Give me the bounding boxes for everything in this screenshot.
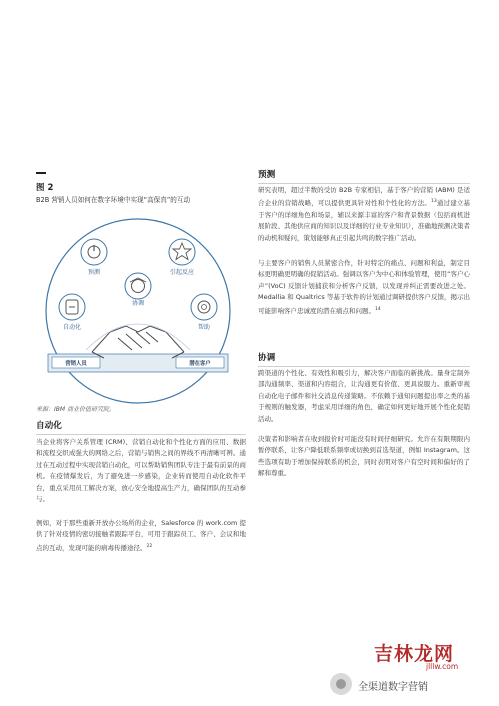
node-engage-label: 引起反应 bbox=[169, 269, 195, 276]
prediction-p1-cont: 通过建立基于客户的详细角色和场景，辅以来源丰富的客户和背景数据（包括商机进展阶段、其他供应商的知识以及详细的行业专业知识），准确地预测决策者的动机和疑问，策划能够真正引起共鸣的数字推广活动。 bbox=[258, 199, 471, 242]
heading-prediction: 预测 bbox=[258, 168, 470, 184]
interaction-diagram bbox=[26, 214, 250, 414]
prediction-paragraph-2 bbox=[258, 258, 470, 317]
node-coordinate bbox=[125, 273, 151, 307]
node-engage bbox=[169, 239, 195, 276]
node-automate bbox=[59, 294, 85, 331]
node-help bbox=[191, 294, 217, 331]
heading-coordination: 协调 bbox=[258, 351, 470, 367]
node-help-label: 帮助 bbox=[197, 324, 211, 331]
footnote-ref: 14 bbox=[375, 306, 381, 312]
handshake-icon bbox=[92, 326, 184, 358]
band-left bbox=[52, 357, 100, 368]
heading-automation: 自动化 bbox=[36, 419, 246, 435]
footnote-ref: 22 bbox=[146, 543, 153, 549]
prediction-paragraph-1 bbox=[258, 185, 470, 244]
node-predict-label: 预测 bbox=[87, 269, 101, 276]
prediction-p2-text: 与主要客户的销售人员紧密合作，针对特定的痛点、问题和利益，制定目标更明确更明确的促销活动。强调以客户为中心和体验管理，使用“客户心声”(VoC) 反馈计划捕获和分析客户反馈，以发现并纠正需要改进之处。Medallia 和 Qualtrics 等基于软件的计划通过调研提供客户反馈，揭示出可能影响客户忠诚度的潜在痛点和问题。 bbox=[258, 259, 470, 315]
figure-caption: B2B 营销人员如何在数字环境中实现“高保真”的互动 bbox=[36, 196, 191, 204]
coordination-paragraph-1: 跨渠道的个性化、有效性和吸引力，解决客户面临的新挑战。量身定制外部沟通频率、渠道和内容组合，让沟通更有价值、更具说服力。重新审视自动化电子邮件和社交消息传递策略。不依赖于通知问题提出率之类的基于规则的触发器，考虑采用详细的角色，确定如何更好地开展个性化促销活动。 bbox=[258, 369, 470, 423]
arc-line bbox=[86, 324, 190, 350]
watermark bbox=[330, 639, 498, 703]
band-right bbox=[176, 357, 224, 368]
coordination-paragraph-2: 决策者和影响者在收到报价时可能没有时间仔细研究。允许在有限期限内暂停联系，让客户降低联系频率或切换到首选渠道，例如 Instagram。这些选项有助于增加保持联系的机会，同时表明对客户有空时间和偏好的了解和尊重。 bbox=[258, 435, 470, 478]
watermark-url: jlllw.com bbox=[426, 662, 459, 671]
watermark-account: 全渠道数字营销 bbox=[358, 682, 428, 693]
band-left-label: 营销人员 bbox=[65, 361, 87, 367]
footnote-ref: 13 bbox=[431, 199, 437, 205]
figure-rule bbox=[36, 172, 46, 174]
figure-source: 来源：IBM 商业价值研究院。 bbox=[36, 406, 115, 413]
automation-paragraph-1: 当企业将客户关系管理 (CRM)、营销自动化和个性化方面的应用、数据和流程交织成强大的网络之后，营销与销售之间的界线不再清晰可辨。通过在互动过程中实现营销自动化，可以帮助销售团队专注于最有前景的商机。在疫情爆发后，为了避免进一步感染，企业转而使用自动化软件平台，重点采用员工解决方案，放心安全地提高生产力，确保团队的互动参与。 bbox=[36, 438, 246, 504]
node-coordinate-label: 协调 bbox=[131, 300, 145, 307]
automation-paragraph-2 bbox=[36, 518, 246, 554]
band-right-label: 潜在客户 bbox=[189, 361, 211, 367]
prediction-p1-text: 研究表明，超过半数的受访 B2B 专家相信，基于客户的营销 (ABM) 是适合企业的营销战略，可以提供更具针对性和个性化的方法。 bbox=[258, 186, 470, 208]
automation-p2-text: 例如，对于那些重新开放办公场所的企业，Salesforce 的 work.com 提供了针对疫情的密切接触者跟踪平台，可用于跟踪员工、客户、会议和地点的互动，发现可能的病毒传播途径。 bbox=[36, 519, 246, 552]
account-avatar-icon bbox=[330, 673, 352, 695]
node-predict bbox=[81, 239, 107, 276]
node-automate-label: 自动化 bbox=[62, 324, 82, 331]
watermark-logo: 吉林龙网 bbox=[374, 643, 455, 665]
figure-number: 图 2 bbox=[36, 183, 54, 193]
